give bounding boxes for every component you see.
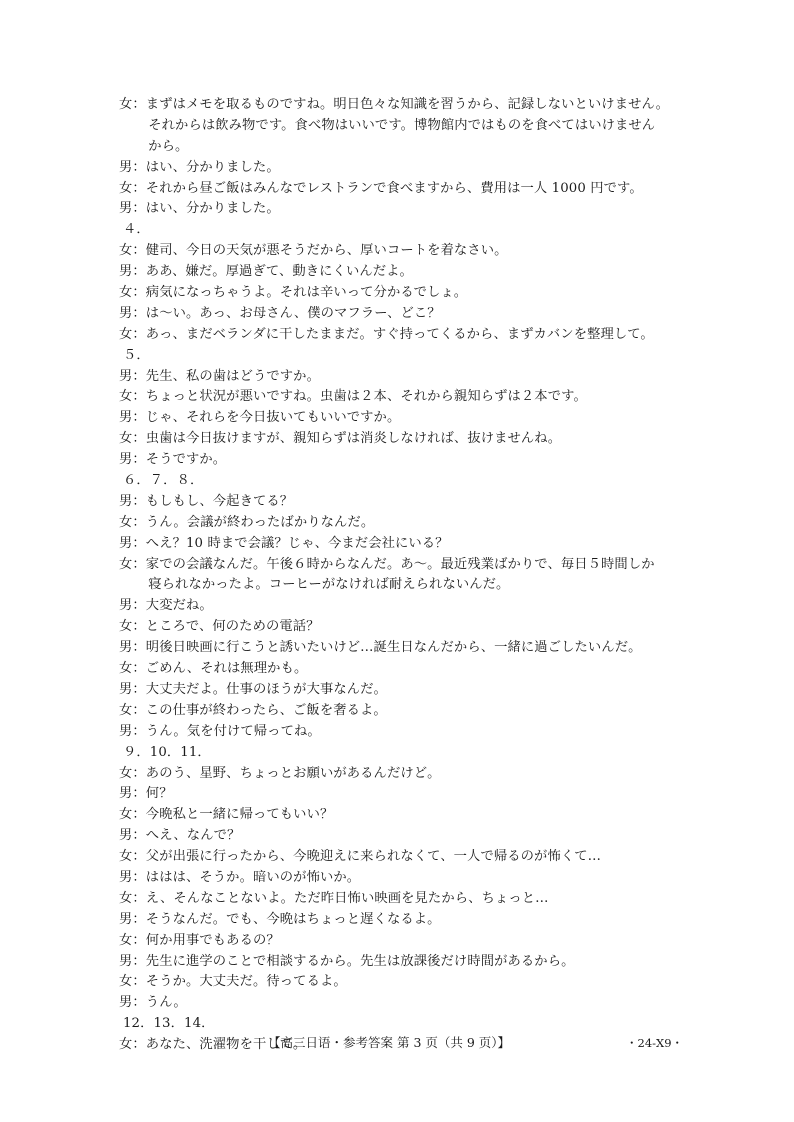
speaker-label: 男 — [119, 786, 133, 802]
dialogue-continuation — [119, 137, 699, 158]
dialogue-line — [119, 659, 699, 680]
dialogue-line — [119, 680, 699, 701]
speaker-label: 女 — [119, 431, 133, 447]
dialogue-line — [119, 95, 699, 116]
speaker-label: 男 — [119, 159, 133, 175]
dialogue-line — [119, 492, 699, 513]
dialogue-line — [119, 367, 699, 388]
speaker-label: 女 — [119, 514, 133, 530]
dialogue-line — [119, 596, 699, 617]
speaker-label: 女 — [119, 619, 133, 635]
dialogue-line — [119, 199, 699, 220]
dialogue-text: それからは飲み物です。食べ物はいいです。博物館内ではものを食べてはいけません — [148, 117, 656, 133]
dialogue-line — [119, 931, 699, 952]
speaker-label: 男 — [119, 598, 133, 614]
dialogue-line — [119, 262, 699, 283]
dialogue-text: ：へえ？10 時まで会議？じゃ、今まだ会社にいる？ — [132, 535, 449, 551]
footer-code: ・24-X9・ — [626, 1036, 684, 1050]
section-number — [119, 220, 699, 241]
speaker-label: 女 — [119, 326, 133, 342]
dialogue-line — [119, 952, 699, 973]
footer-page-info: 【高三日语・参考答案 第 3 页（共 9 页）】 — [268, 1035, 511, 1050]
dialogue-text: ：うん。 — [132, 995, 187, 1011]
speaker-label: 女 — [119, 180, 133, 196]
dialogue-text: ：あのう、星野、ちょっとお願いがあるんだけど。 — [132, 765, 441, 781]
speaker-label: 女 — [119, 389, 133, 405]
dialogue-text: ：健司、今日の天気が悪そうだから、厚いコートを着なさい。 — [132, 243, 508, 259]
speaker-label: 男 — [119, 869, 133, 885]
dialogue-text: ：先生に進学のことで相談するから。先生は放課後だけ時間があるから。 — [132, 953, 575, 969]
speaker-label: 女 — [119, 285, 133, 301]
speaker-label: 女 — [119, 974, 133, 990]
dialogue-line — [119, 722, 699, 743]
speaker-label: 女 — [119, 849, 133, 865]
dialogue-text: ：あなた、洗濯物を干して。 — [132, 1037, 307, 1053]
dialogue-line — [119, 387, 699, 408]
dialogue-text: ：ところで、何のための電話？ — [132, 619, 320, 635]
dialogue-line — [119, 638, 699, 659]
speaker-label: 女 — [119, 932, 133, 948]
speaker-label: 男 — [119, 828, 133, 844]
dialogue-line — [119, 534, 699, 555]
dialogue-text: ：先生、私の歯はどうですか。 — [132, 368, 320, 384]
speaker-label: 男 — [119, 535, 133, 551]
dialogue-line — [119, 513, 699, 534]
dialogue-text: ：まずはメモを取るものですね。明日色々な知識を習うから、記録しないといけません。 — [132, 97, 670, 112]
section-number — [119, 346, 699, 367]
speaker-label: 男 — [119, 368, 133, 384]
speaker-label: 女 — [119, 702, 133, 718]
speaker-label: 女 — [119, 556, 133, 572]
speaker-label: 男 — [119, 911, 133, 927]
section-label: ５． — [122, 347, 150, 363]
dialogue-line — [119, 179, 699, 200]
section-number — [119, 471, 699, 492]
dialogue-text: ：じゃ、それらを今日抜いてもいいですか。 — [132, 410, 401, 426]
speaker-label: 男 — [119, 264, 133, 280]
dialogue-text: ：うん。会議が終わったばかりなんだ。 — [132, 514, 375, 530]
dialogue-line — [119, 972, 699, 993]
speaker-label: 女 — [119, 661, 133, 677]
speaker-label: 男 — [119, 681, 133, 697]
dialogue-line — [119, 283, 699, 304]
section-number — [119, 743, 699, 764]
dialogue-line — [119, 889, 699, 910]
dialogue-line — [119, 993, 699, 1014]
speaker-label: 男 — [119, 995, 133, 1011]
dialogue-text: ：は～い。あっ、お母さん、僕のマフラー、どこ？ — [132, 305, 441, 321]
dialogue-line — [119, 450, 699, 471]
dialogue-line — [119, 784, 699, 805]
dialogue-line — [119, 910, 699, 931]
dialogue-text: ：ははは、そうか。暗いのが怖いか。 — [132, 869, 361, 885]
dialogue-text: ：もしもし、今起きてる？ — [132, 493, 294, 509]
dialogue-text: ：そうなんだ。でも、今晩はちょっと遅くなるよ。 — [132, 911, 441, 927]
page-footer — [0, 1033, 794, 1053]
dialogue-text: ：へえ、なんで？ — [132, 828, 241, 844]
speaker-label: 男 — [119, 305, 133, 321]
dialogue-continuation — [119, 116, 699, 137]
dialogue-text: ：はい、分かりました。 — [132, 201, 280, 217]
dialogue-line — [119, 826, 699, 847]
dialogue-text: ：え、そんなことないよ。ただ昨日怖い映画を見たから、ちょっと… — [132, 890, 549, 906]
speaker-label: 男 — [119, 493, 133, 509]
dialogue-text: ：大変だね。 — [132, 598, 213, 614]
dialogue-text: ：何？ — [132, 786, 173, 802]
dialogue-line — [119, 408, 699, 429]
dialogue-text: ：ごめん、それは無理かも。 — [132, 661, 308, 677]
dialogue-text: 寝られなかったよ。コーヒーがなければ耐えられないんだ。 — [148, 577, 510, 593]
dialogue-text: ：虫歯は今日抜けますが、親知らずは消炎しなければ、抜けませんね。 — [132, 431, 562, 447]
section-number — [119, 1014, 699, 1035]
speaker-label: 女 — [119, 97, 133, 112]
dialogue-text: ：今晩私と一緒に帰ってもいい？ — [132, 807, 334, 823]
dialogue-line — [119, 304, 699, 325]
dialogue-text: ：父が出張に行ったから、今晩迎えに来られなくて、一人で帰るのが怖くて… — [132, 849, 602, 865]
speaker-label: 女 — [119, 890, 133, 906]
dialogue-text: ：そうか。大丈夫だ。待ってるよ。 — [132, 974, 347, 990]
dialogue-line — [119, 325, 699, 346]
speaker-label: 女 — [119, 765, 133, 781]
dialogue-text: ：病気になっちゃうよ。それは辛いって分かるでしょ。 — [132, 285, 468, 301]
speaker-label: 男 — [119, 953, 133, 969]
section-label: ６．７．８． — [122, 473, 204, 489]
dialogue-line — [119, 158, 699, 179]
dialogue-line — [119, 868, 699, 889]
dialogue-line — [119, 805, 699, 826]
dialogue-text: から。 — [148, 138, 189, 154]
transcript-body — [119, 95, 699, 1056]
speaker-label: 女 — [119, 807, 133, 823]
speaker-label: 女 — [119, 1037, 133, 1053]
dialogue-line — [119, 617, 699, 638]
dialogue-text: ：ちょっと状況が悪いですね。虫歯は２本、それから親知らずは２本です。 — [132, 389, 587, 405]
dialogue-continuation — [119, 575, 699, 596]
section-label: 12．13．14． — [122, 1016, 215, 1032]
dialogue-text: ：家での会議なんだ。午後６時からなんだ。あ～。最近残業ばかりで、毎日５時間しか — [132, 556, 655, 572]
section-label: ４． — [122, 222, 150, 238]
dialogue-text: ：はい、分かりました。 — [132, 159, 280, 175]
speaker-label: 女 — [119, 243, 133, 259]
dialogue-text: ：ああ、嫌だ。厚過ぎて、動きにくいんだよ。 — [132, 264, 413, 280]
dialogue-text: ：そうですか。 — [132, 452, 227, 468]
dialogue-text: ：この仕事が終わったら、ご飯を奢るよ。 — [132, 702, 387, 718]
speaker-label: 男 — [119, 410, 133, 426]
dialogue-line — [119, 701, 699, 722]
speaker-label: 男 — [119, 640, 133, 656]
dialogue-text: ：それから昼ご飯はみんなでレストランで食べますから、費用は一人 1000 円です。 — [132, 180, 643, 196]
speaker-label: 男 — [119, 452, 133, 468]
dialogue-text: ：うん。気を付けて帰ってね。 — [132, 723, 321, 739]
dialogue-text: ：あっ、まだベランダに干したままだ。すぐ持ってくるから、まずカバンを整理して。 — [132, 326, 654, 342]
section-label: ９．10．11． — [122, 744, 211, 760]
dialogue-text: ：大丈夫だよ。仕事のほうが大事なんだ。 — [132, 681, 387, 697]
dialogue-line — [119, 241, 699, 262]
speaker-label: 男 — [119, 723, 133, 739]
dialogue-line — [119, 429, 699, 450]
dialogue-line — [119, 764, 699, 785]
dialogue-text: ：明後日映画に行こうと誘いたいけど…誕生日なんだから、一緒に過ごしたいんだ。 — [132, 640, 642, 656]
dialogue-line — [119, 555, 699, 576]
speaker-label: 男 — [119, 201, 133, 217]
dialogue-line — [119, 847, 699, 868]
dialogue-text: ：何か用事でもあるの？ — [132, 932, 280, 948]
